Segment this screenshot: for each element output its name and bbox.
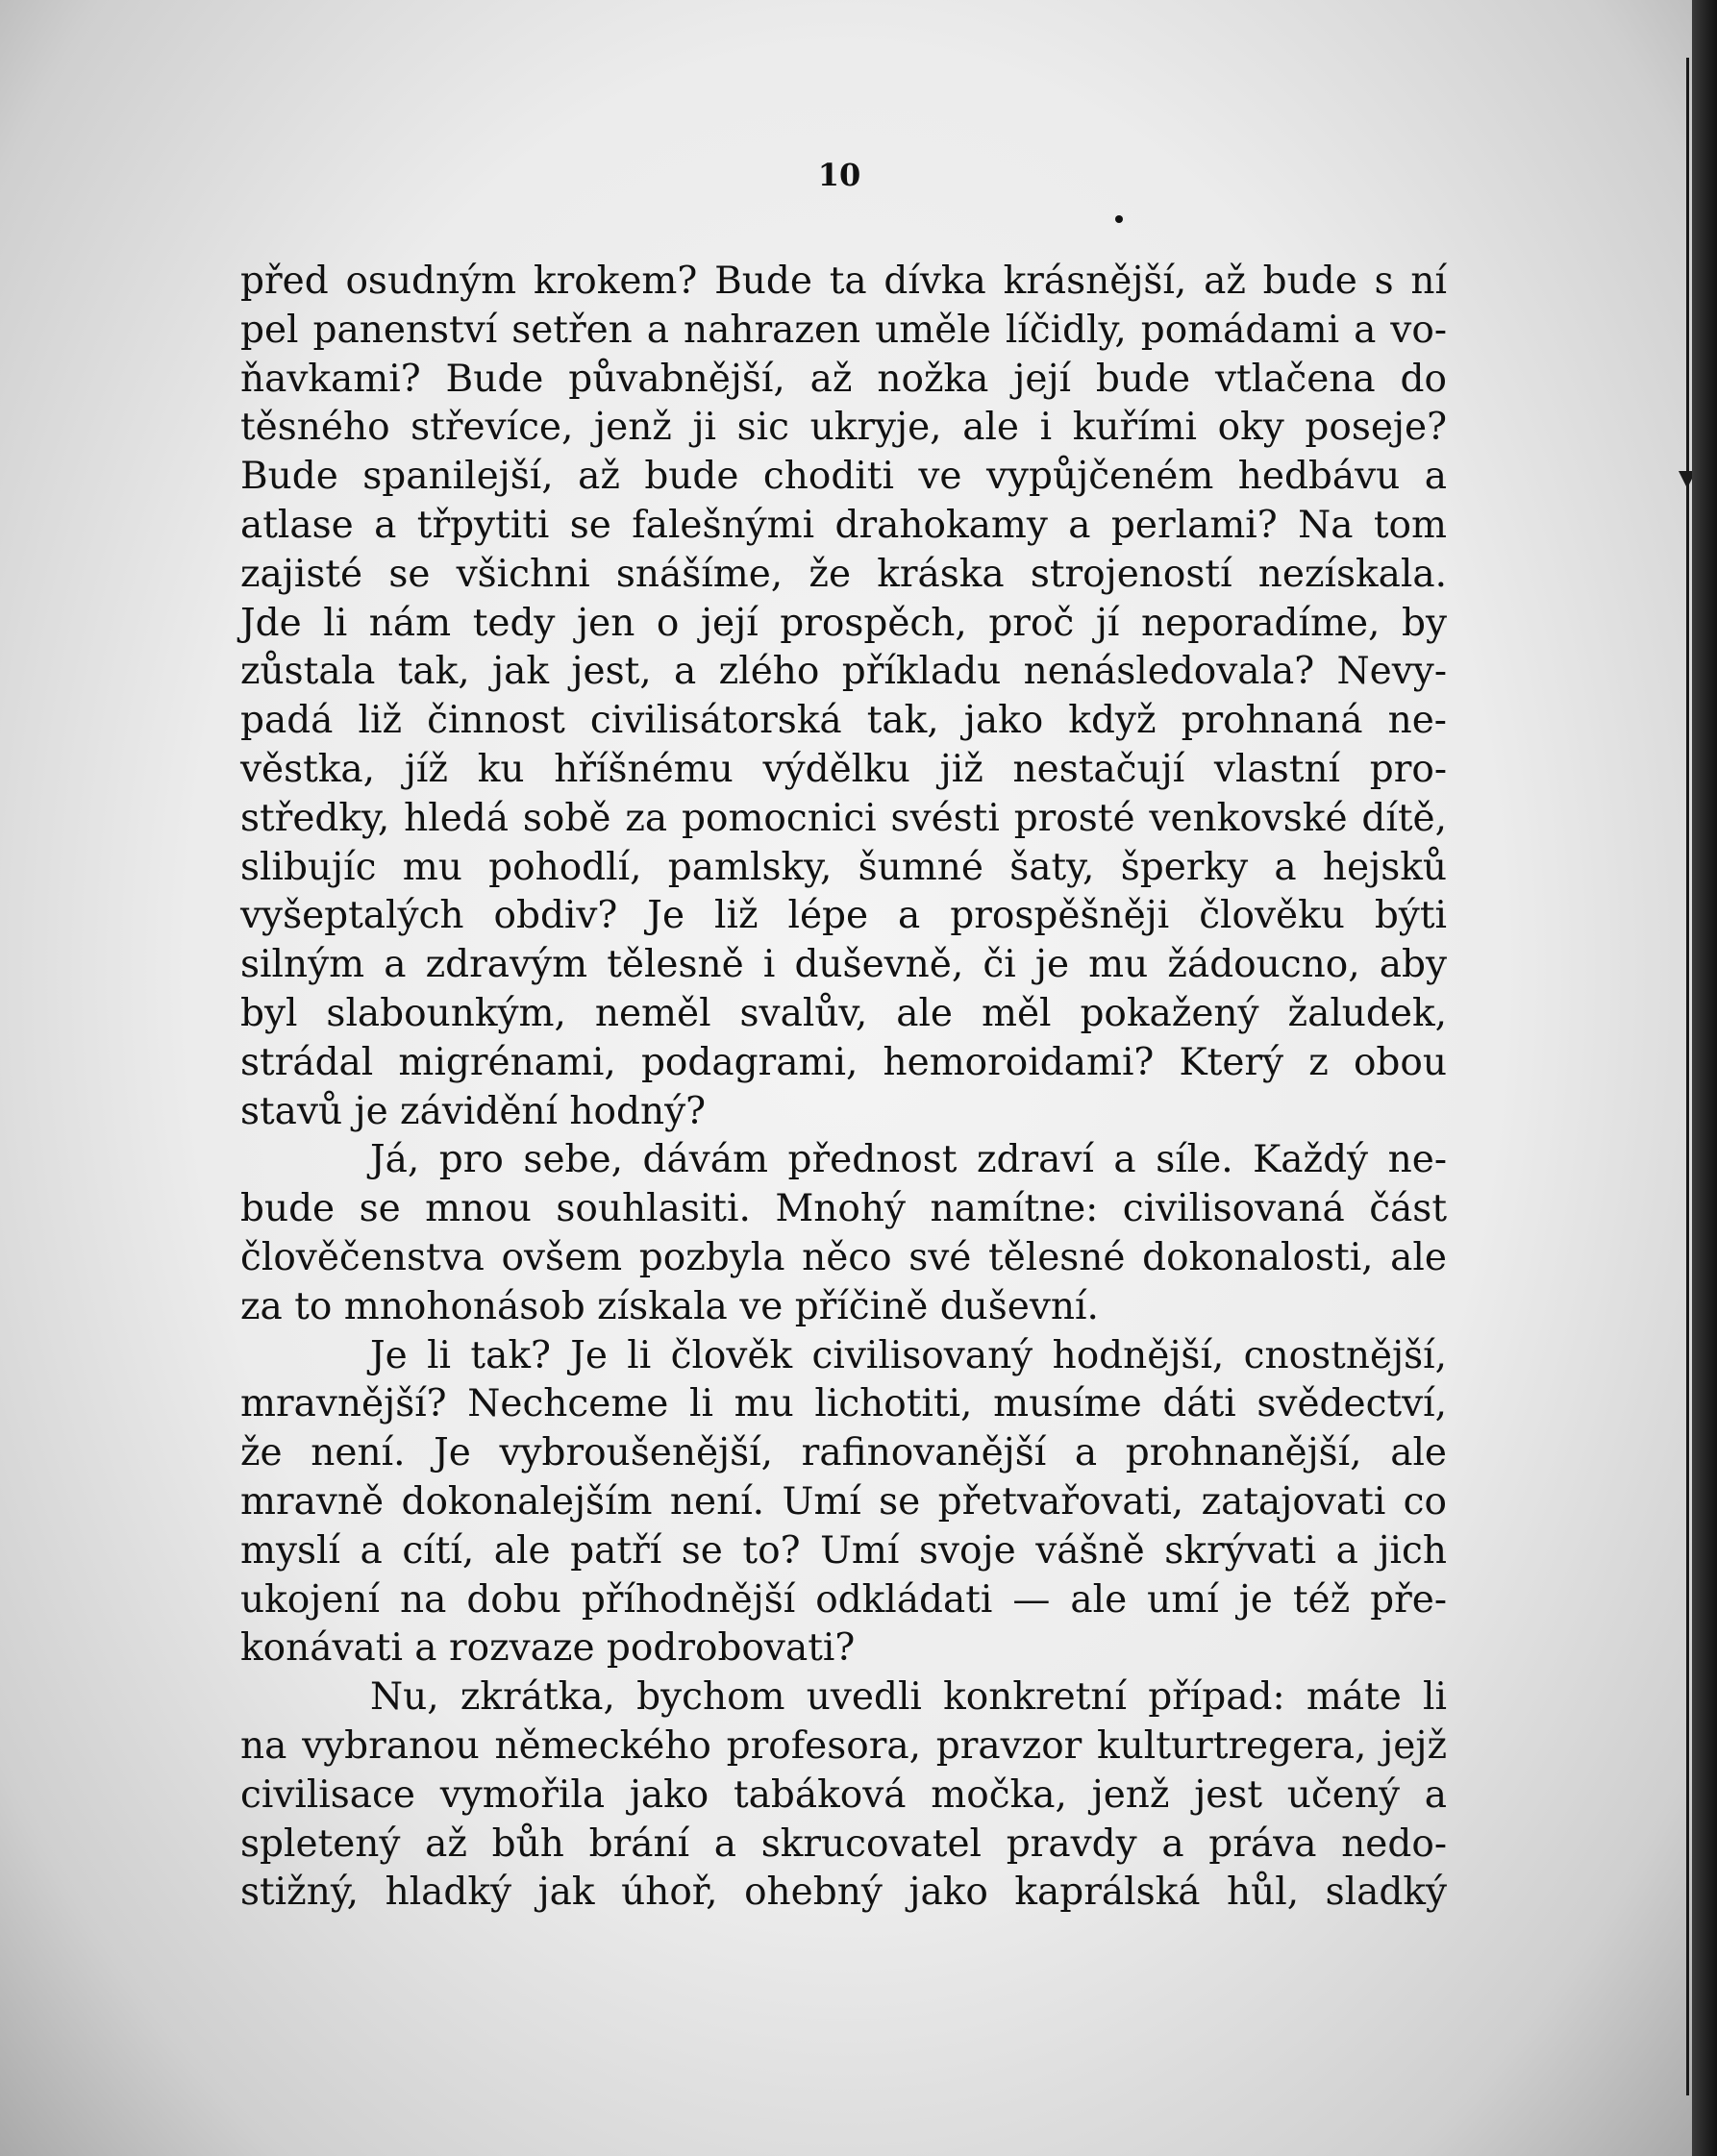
text-line: člověčenstva ovšem pozbyla něco své tělesné dokonalosti, ale [240, 1235, 1447, 1279]
text-line: ňavkami? Bude půvabnější, až nožka její bude vtlačena do [240, 357, 1447, 401]
page-number: 10 [817, 157, 861, 193]
text-line: ukojení na dobu příhodnější odkládati — ale umí je též pře- [240, 1577, 1447, 1622]
body-text [240, 258, 1447, 1918]
page-edge-rule [1686, 58, 1689, 2095]
text-line: za to mnohonásob získala ve příčině duševní. [240, 1284, 1099, 1328]
text-line: zajisté se všichni snášíme, že kráska strojeností nezískala. [240, 552, 1447, 596]
text-line: stižný, hladký jak úhoř, ohebný jako kaprálská hůl, sladký [240, 1871, 1447, 1915]
text-line: Jde li nám tedy jen o její prospěch, proč jí neporadíme, by [240, 601, 1447, 645]
text-line: že není. Je vybroušenější, rafinovanější a prohnanější, ale [240, 1431, 1447, 1475]
text-line: slibujíc mu pohodlí, pamlsky, šumné šaty, šperky a hejsků [240, 845, 1447, 889]
text-line: těsného střevíce, jenž ji sic ukryje, ale i kuřími oky poseje? [240, 406, 1447, 450]
text-line: padá liž činnost civilisátorská tak, jako když prohnaná ne- [240, 699, 1447, 743]
text-line: Bude spanilejší, až bude choditi ve vypůjčeném hedbávu a [240, 455, 1447, 499]
text-line: vyšeptalých obdiv? Je liž lépe a prospěšněji člověku býti [240, 894, 1447, 938]
text-line: Já, pro sebe, dávám přednost zdraví a síle. Každý ne- [370, 1138, 1447, 1182]
text-line: stavů je závidění hodný? [240, 1089, 707, 1133]
text-line: středky, hledá sobě za pomocnici svésti prosté venkovské dítě, [240, 796, 1447, 840]
text-line: Je li tak? Je li člověk civilisovaný hodnější, cnostnější, [370, 1333, 1447, 1377]
text-line: konávati a rozvaze podrobovati? [240, 1626, 856, 1671]
text-line: silným a zdravým tělesně i duševně, či je mu žádoucno, aby [240, 943, 1447, 987]
text-line: na vybranou německého profesora, pravzor kulturtregera, jejž [240, 1723, 1447, 1768]
text-line: byl slabounkým, neměl svalův, ale měl pokažený žaludek, [240, 991, 1447, 1035]
text-line: věstka, jíž ku hříšnému výdělku již nestačují vlastní pro- [240, 747, 1447, 791]
text-line: zůstala tak, jak jest, a zlého příkladu nenásledovala? Nevy- [240, 650, 1447, 694]
ink-speck [1115, 215, 1123, 223]
text-line: bude se mnou souhlasiti. Mnohý namítne: civilisovaná část [240, 1187, 1447, 1231]
text-line: pel panenství setřen a nahrazen uměle líčidly, pomádami a vo- [240, 308, 1447, 352]
text-line: Nu, zkrátka, bychom uvedli konkretní případ: máte li [370, 1675, 1447, 1720]
text-line: atlase a třpytiti se falešnými drahokamy a perlami? Na tom [240, 503, 1447, 547]
text-line: spletený až bůh brání a skrucovatel pravdy a práva nedo- [240, 1821, 1447, 1866]
text-line: před osudným krokem? Bude ta dívka krásnější, až bude s ní [240, 260, 1447, 303]
text-line: mravnější? Nechceme li mu lichotiti, musíme dáti svědectví, [240, 1382, 1447, 1426]
text-line: myslí a cítí, ale patří se to? Umí svoje vášně skrývati a jich [240, 1528, 1447, 1573]
scan-edge [1692, 0, 1717, 2156]
page-edge-marker [1679, 471, 1692, 488]
text-line: strádal migrénami, podagrami, hemoroidami? Který z obou [240, 1040, 1447, 1084]
text-line: civilisace vymořila jako tabáková močka, jenž jest učený a [240, 1772, 1447, 1817]
text-line: mravně dokonalejším není. Umí se přetvařovati, zatajovati co [240, 1479, 1447, 1524]
